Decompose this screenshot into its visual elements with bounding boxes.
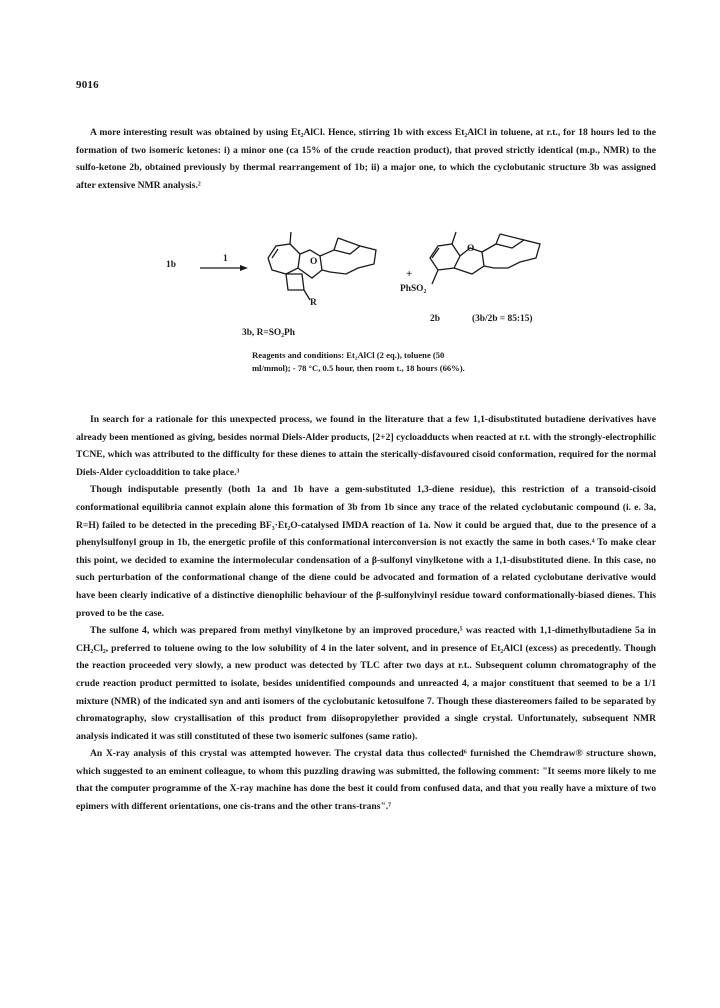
ratio-label: (3b/2b = 85:15): [472, 314, 533, 324]
methyl-3b: [290, 232, 291, 244]
ring-3b-right: [320, 246, 376, 274]
paragraph-4: The sulfone 4, which was prepared from methyl vinylketone by an improved procedure,⁵ was reacted with 1,1-dimethylbutadiene 5a in CH₂Cl₂, preferred to toluene owing to the low solubility of 4 in the later solvent, and in presence of Et₂AlCl (excess) as precedently. Though the reaction proceeded very slowly, a new product was detected by TLC after two days at r.t.. Subsequent column chromatography of the crude reaction product permitted to isolate, besides unidentified compounds and unreacted 4, a major constituent that seemed to be a 1/1 mixture (NMR) of the indicated syn and anti isomers of the cyclobutanic ketosulfone 7. Though these diastereomers failed to be separated by chromatography, slow crystallisation of this product from diisopropylether provided a single crystal. Unfortunately, subsequent NMR analysis indicated it was still constituted of these two isomeric sulfones (same ratio).: [76, 625, 656, 742]
phso2-label: PhSO₂: [400, 284, 427, 294]
reaction-scheme: [160, 228, 590, 346]
compound-3b-label: 3b, R=SO₂Ph: [242, 328, 295, 338]
page-number: 9016: [76, 79, 99, 91]
start-compound-label: 1b: [166, 260, 176, 270]
r-label: R: [310, 298, 317, 308]
paragraph-2: In search for a rationale for this unexpected process, we found in the literature that a few 1,1-disubstituted butadiene derivatives have already been mentioned as giving, besides normal Diels-Alder products, [2+2] cycloadducts when reacted at r.t. with the strongly-electrophilic TCNE, which was attributed to the difficulty for these dienes to attain the sterically-disfavoured cisoid conformation, required for the normal Diels-Alder cycloaddition to take place.³: [76, 414, 656, 478]
reaction-scheme-drawing: [160, 228, 590, 346]
compound-2b-label: 2b: [430, 314, 440, 324]
methyl-2b: [452, 232, 456, 244]
ring-3b-top-bond-2: [338, 238, 360, 246]
paragraph-1: A more interesting result was obtained by using Et₂AlCl. Hence, stirring 1b with excess Et₂AlCl in toluene, at r.t., for 18 hours led to the formation of two isomeric ketones: i) a minor one (ca 15% of the crude reaction product), that proved strictly identical (m.p., NMR) to the sulfo-ketone 2b, obtained previously by thermal rearrangement of 1b; ii) a major one, to which the cyclobutanic structure 3b was assigned after extensive NMR analysis.²: [76, 127, 656, 191]
ring-2b-top-bond: [496, 234, 500, 244]
ring-2b-right: [482, 240, 540, 268]
top-text-block: [76, 124, 656, 194]
paragraph-3: Though indisputable presently (both 1a and 1b have a gem-substituted 1,3-diene residue), this restriction of a transoid-cisoid conformational equilibria cannot explain alone this formation of 3b from 1b since any trace of the related cyclobutanic compound (i. e. 3a, R=H) failed to be detected in the preceding BF₃·Et₂O-catalysed IMDA reaction of 1a. Now it could be argued that, due to the presence of a phenylsulfonyl group in 1b, the energetic profile of this conformational interconversion is not exactly the same in both cases.⁴ To make clear this point, we decided to examine the intermolecular condensation of a β-sulfonyl vinylketone with a 1,1-disubstituted diene. In this case, no such perturbation of the conformational change of the diene could be advocated and formation of a related cyclobutane derivative would have been clearly indicative of a distinctive dienophilic behaviour of the β-sulfonylvinyl residue toward conformationally-biased dienes. This proved to be the case.: [76, 484, 656, 619]
scheme-caption: Reagents and conditions: Et₂AlCl (2 eq.), toluene (50 ml/mmol); - 78 °C, 0.5 hour, then room t., 18 hours (66%).: [252, 350, 465, 373]
o-label-3b: O: [310, 257, 318, 267]
ring-3b-top-bond: [334, 238, 338, 250]
ring-2b-left: [430, 244, 460, 270]
cyclobutane-ring: [286, 274, 304, 290]
bottom-text-block: [76, 411, 656, 816]
arrow-head: [240, 265, 248, 271]
arrow-reagent-label: 1: [223, 254, 228, 264]
ring-2b-top-bond-2: [500, 234, 524, 240]
ring-3b-left: [268, 244, 300, 274]
plus-sign: +: [406, 268, 413, 280]
phso2-bond: [432, 270, 438, 284]
paragraph-5: An X-ray analysis of this crystal was attempted however. The crystal data thus collected⁶ furnished the Chemdraw® structure shown, which suggested to an eminent colleague, to whom this puzzling drawing was submitted, the following comment: "It seems more likely to me that the computer programme of the X-ray machine has done the best it could from confused data, and that you really have a mixture of two epimers with different orientations, one cis-trans and the other trans-trans".⁷: [76, 748, 656, 813]
o-label-2b: O: [467, 244, 475, 254]
